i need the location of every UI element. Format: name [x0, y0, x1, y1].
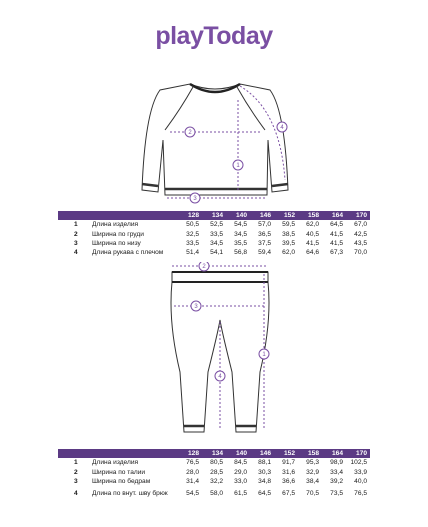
size-col: 146	[250, 211, 274, 220]
cell: 33,4	[330, 468, 343, 476]
cell: 42,5	[354, 230, 367, 238]
measurement-name: Ширина по бедрам	[92, 477, 151, 485]
cell: 80,5	[210, 459, 223, 467]
cell: 57,0	[258, 221, 271, 229]
cell: 40,0	[354, 477, 367, 485]
cell: 31,6	[282, 468, 295, 476]
cell: 32,9	[306, 468, 319, 476]
cell: 61,5	[234, 489, 247, 497]
cell: 41,5	[330, 230, 343, 238]
cell: 29,0	[234, 468, 247, 476]
marker-3-label: 3	[194, 304, 198, 310]
row-number: 2	[74, 468, 78, 476]
cell: 88,1	[258, 459, 271, 467]
size-col: 170	[346, 211, 370, 220]
table-row	[58, 477, 370, 486]
cell: 36,6	[282, 477, 295, 485]
cell: 38,4	[306, 477, 319, 485]
cell: 64,6	[306, 249, 319, 257]
row-number: 2	[74, 230, 78, 238]
size-col: 164	[322, 449, 346, 458]
cell: 34,5	[210, 239, 223, 247]
cell: 39,2	[330, 477, 343, 485]
cell: 34,8	[258, 477, 271, 485]
cell: 73,5	[330, 489, 343, 497]
cell: 62,0	[306, 221, 319, 229]
cell: 54,1	[210, 249, 223, 257]
cell: 95,3	[306, 459, 319, 467]
table-row	[58, 220, 370, 229]
cell: 76,5	[354, 489, 367, 497]
cell: 67,5	[282, 489, 295, 497]
size-col: 164	[322, 211, 346, 220]
brand-logo	[0, 22, 428, 51]
size-col: 140	[226, 211, 250, 220]
marker-1-label: 1	[236, 163, 240, 169]
table-row	[58, 486, 370, 500]
cell: 58,0	[210, 489, 223, 497]
measurement-name: Ширина по низу	[92, 239, 141, 247]
table-row	[58, 248, 370, 257]
size-col: 158	[298, 211, 322, 220]
cell: 37,5	[258, 239, 271, 247]
bottom-size-table	[58, 449, 370, 500]
cell: 84,5	[234, 459, 247, 467]
size-col: 128	[178, 211, 202, 220]
cell: 98,9	[330, 459, 343, 467]
cell: 54,5	[234, 221, 247, 229]
table-row	[58, 229, 370, 238]
marker-4-label: 4	[218, 374, 222, 380]
bottom-table-header	[58, 449, 370, 458]
cell: 39,5	[282, 239, 295, 247]
cell: 40,5	[306, 230, 319, 238]
cell: 70,0	[354, 249, 367, 257]
top-size-table	[58, 211, 370, 258]
cell: 59,4	[258, 249, 271, 257]
cell: 33,5	[186, 239, 199, 247]
cell: 67,0	[354, 221, 367, 229]
table-row	[58, 467, 370, 476]
cell: 32,5	[186, 230, 199, 238]
marker-3-label: 3	[193, 196, 197, 202]
cell: 59,5	[282, 221, 295, 229]
cell: 67,3	[330, 249, 343, 257]
row-number: 3	[74, 239, 78, 247]
row-number: 4	[74, 489, 78, 497]
cell: 33,0	[234, 477, 247, 485]
marker-2-label: 2	[188, 130, 192, 136]
measurement-name: Ширина по груди	[92, 230, 144, 238]
size-col: 134	[202, 449, 226, 458]
cell: 52,5	[210, 221, 223, 229]
cell: 41,5	[330, 239, 343, 247]
table-row	[58, 458, 370, 467]
cell: 33,9	[354, 468, 367, 476]
row-number: 1	[74, 221, 78, 229]
pants-diagram	[160, 262, 280, 440]
size-col: 128	[178, 449, 202, 458]
cell: 34,5	[234, 230, 247, 238]
row-number: 4	[74, 249, 78, 257]
cell: 28,0	[186, 468, 199, 476]
measurement-name: Ширина по талии	[92, 468, 146, 476]
cell: 62,0	[282, 249, 295, 257]
cell: 56,8	[234, 249, 247, 257]
cell: 64,5	[258, 489, 271, 497]
marker-2-label: 2	[202, 264, 206, 270]
cell: 32,2	[210, 477, 223, 485]
row-number: 1	[74, 459, 78, 467]
cell: 51,4	[186, 249, 199, 257]
cell: 36,5	[258, 230, 271, 238]
size-col: 152	[274, 449, 298, 458]
cell: 70,5	[306, 489, 319, 497]
size-col: 170	[346, 449, 370, 458]
measurement-name: Длина по внут. шву брюк	[92, 489, 168, 497]
size-col: 134	[202, 211, 226, 220]
size-col: 140	[226, 449, 250, 458]
size-col: 146	[250, 449, 274, 458]
cell: 38,5	[282, 230, 295, 238]
size-col: 158	[298, 449, 322, 458]
row-number: 3	[74, 477, 78, 485]
cell: 76,5	[186, 459, 199, 467]
measurement-name: Длина изделия	[92, 459, 139, 467]
cell: 41,5	[306, 239, 319, 247]
cell: 33,5	[210, 230, 223, 238]
marker-4-label: 4	[280, 125, 284, 131]
marker-1-label: 1	[262, 352, 266, 358]
logo-text: playToday	[155, 22, 273, 50]
cell: 43,5	[354, 239, 367, 247]
cell: 28,5	[210, 468, 223, 476]
measurement-name: Длина изделия	[92, 221, 139, 229]
table-row	[58, 239, 370, 248]
cell: 30,3	[258, 468, 271, 476]
top-table-header	[58, 211, 370, 220]
cell: 31,4	[186, 477, 199, 485]
cell: 91,7	[282, 459, 295, 467]
cell: 102,5	[350, 459, 367, 467]
cell: 54,5	[186, 489, 199, 497]
cell: 35,5	[234, 239, 247, 247]
cell: 50,5	[186, 221, 199, 229]
measurement-name: Длина рукава с плечом	[92, 249, 164, 257]
size-col: 152	[274, 211, 298, 220]
cell: 64,5	[330, 221, 343, 229]
sweatshirt-diagram	[120, 70, 310, 205]
